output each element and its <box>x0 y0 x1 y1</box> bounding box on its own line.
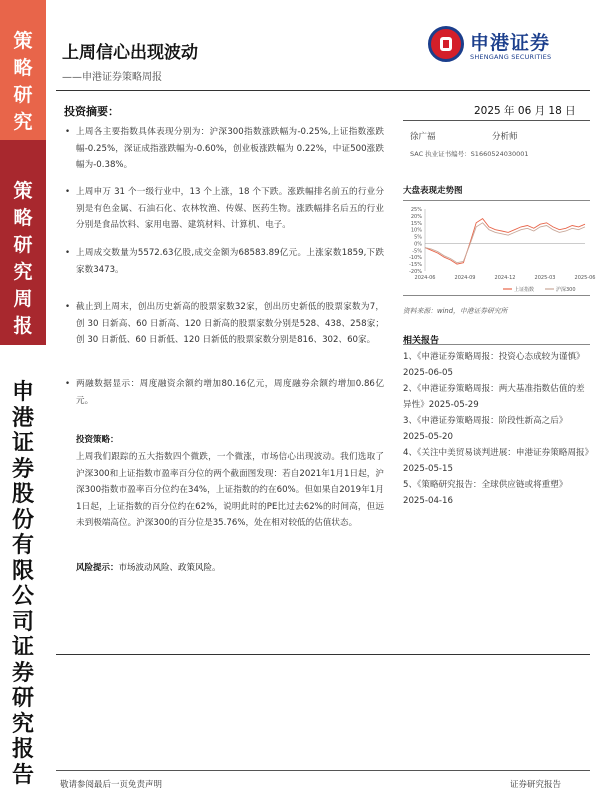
related-report-link[interactable]: 5、《策略研究报告：全球供应链或将重塑》2025-04-16 <box>403 480 568 506</box>
related-report-link[interactable]: 4、《关注中美贸易谈判进展：申港证券策略周报》2025-05-15 <box>403 448 589 474</box>
footer-report-type: 证券研究报告 <box>510 780 562 790</box>
logo-name: 申港证券 <box>470 32 551 54</box>
related-reports-title: 相关报告 <box>403 336 440 346</box>
sidebar-char: 报 <box>11 736 34 762</box>
chart-source: 资料来源：wind，申港证券研究所 <box>403 307 508 315</box>
sidebar-char: 究 <box>13 261 33 283</box>
footer-divider <box>56 770 590 771</box>
sidebar-char: 报 <box>13 315 33 337</box>
sidebar-char: 港 <box>11 404 34 431</box>
header-divider <box>56 90 590 91</box>
x-tick-label: 2024-09 <box>454 275 476 281</box>
logo-english-name: SHENGANG SECURITIES <box>470 53 552 61</box>
y-tick-label: 5% <box>414 234 422 241</box>
footer-disclaimer[interactable]: 敬请参阅最后一页免责声明 <box>60 780 163 790</box>
risk-text: 市场波动风险、政策风险。 <box>118 563 221 573</box>
sac-number: SAC 执业证书编号：S1660524030001 <box>410 150 529 158</box>
analyst-name: 徐广福 <box>410 132 436 142</box>
chart-title: 大盘表现走势图 <box>403 186 463 196</box>
sidebar-char: 份 <box>11 506 34 533</box>
strategy-label: 投资策略： <box>76 435 119 445</box>
summary-bullet: • 截止到上周末，创出历史新高的股票家数32家，创出历史新低的股票家数为7，创 30 日新高、60 日新高、120 日新高的股票家数分别是528、438、258家；创 30 日新低、60 日新低、120 日新低的股票家数分别是816、302、60家。 <box>76 299 384 349</box>
market-chart <box>403 200 596 296</box>
sidebar-char: 司 <box>11 608 34 635</box>
sidebar-char: 研 <box>13 84 33 106</box>
summary-bullet: • 上周成交数量为5572.63亿股,成交金额为68583.89亿元。上涨家数1859,下跌家数3473。 <box>76 245 384 278</box>
date-divider <box>403 120 590 121</box>
sidebar-char: 券 <box>11 455 34 482</box>
sidebar-char: 券 <box>11 659 34 686</box>
sidebar-char: 略 <box>13 57 33 79</box>
sidebar-top-text <box>0 28 46 136</box>
sidebar-char: 股 <box>11 481 34 507</box>
y-tick-label: 10% <box>410 227 422 234</box>
y-tick-label: 0% <box>414 241 422 248</box>
related-report-link[interactable]: 3、《申港证券策略周报：阶段性新高之后》2025-05-20 <box>403 416 568 442</box>
sidebar-char: 告 <box>11 761 34 788</box>
summary-bullet: • 两融数据显示：周度融资余额约增加80.16亿元，周度融券余额约增加0.86亿元。 <box>76 376 384 409</box>
sidebar-char: 公 <box>11 583 34 609</box>
x-tick-label: 2025-03 <box>534 275 556 281</box>
related-divider <box>403 344 590 345</box>
company-logo <box>428 26 588 66</box>
sidebar-char: 周 <box>13 288 33 310</box>
sidebar-char: 研 <box>13 234 33 256</box>
risk-label: 风险提示： <box>76 563 119 573</box>
sidebar-bottom-text <box>0 380 46 788</box>
legend-label: 上证指数 <box>514 287 535 293</box>
sidebar-char: 研 <box>11 685 34 711</box>
summary-bullet: • 上周申万 31 个一级行业中，13 个上涨，18 个下跌。涨跌幅排名前五的行业分别是有色金属、石油石化、农林牧渔、传媒、医药生物。涨跌幅排名后五的行业分别是食品饮料、家用电器、建筑材料、计算机、电子。 <box>76 184 384 234</box>
sidebar-char: 证 <box>11 430 34 456</box>
sidebar-char: 限 <box>11 557 34 584</box>
report-title: 上周信心出现波动 <box>62 43 198 63</box>
strategy-text: 上周我们跟踪的五大指数四个微跌，一个微涨，市场信心出现波动。我们选取了沪深300和上证指数市盈率百分位的两个截面图发现：若自2021年1月1日起，沪深300指数市盈率百分位约在34%，上证指数的约在60%。但如果自2019年1月1日起，上证指数的百分位约在62%，说明此时的PE比过去62%的时间高，但远未到极端高位。沪深300的百分位是35.76%，处在相对较低的估值状态。 <box>76 452 384 528</box>
sidebar-char: 究 <box>11 710 34 737</box>
y-tick-label: -10% <box>409 255 422 262</box>
y-tick-label: -5% <box>412 248 422 255</box>
sidebar-char: 略 <box>13 207 33 229</box>
sidebar <box>0 0 46 800</box>
y-tick-label: -20% <box>409 269 422 275</box>
sidebar-char: 究 <box>13 111 33 133</box>
series-line-0 <box>425 219 585 265</box>
related-report-link[interactable]: 2、《申港证券策略周报：两大基准指数估值的差异性》2025-05-29 <box>403 384 585 410</box>
market-chart-svg <box>403 201 596 297</box>
risk-note <box>76 561 221 573</box>
y-tick-label: 25% <box>410 207 422 213</box>
report-subtitle: ——申港证券策略周报 <box>62 72 162 83</box>
sidebar-char: 有 <box>11 532 34 558</box>
y-tick-label: -15% <box>409 262 422 269</box>
legend-label: 沪深300 <box>556 287 576 293</box>
y-tick-label: 15% <box>410 220 422 227</box>
sidebar-char: 策 <box>13 30 33 52</box>
sidebar-mid-text <box>0 178 46 340</box>
sidebar-char: 申 <box>11 379 34 405</box>
y-tick-label: 20% <box>410 213 422 220</box>
body-bottom-divider <box>56 654 590 655</box>
summary-bullet: • 上周各主要指数具体表现分别为：沪深300指数涨跌幅为-0.25%,上证指数涨跌幅-0.25%，深证成指涨跌幅为-0.60%，创业板涨跌幅为 0.22%，中证500涨跌幅为-0.38%。 <box>76 124 384 174</box>
x-tick-label: 2024-06 <box>414 275 436 281</box>
summary-label: 投资摘要： <box>64 105 119 118</box>
sidebar-char: 证 <box>11 634 34 660</box>
sidebar-char: 策 <box>13 180 33 202</box>
analyst-role: 分析师 <box>492 132 518 142</box>
series-line-1 <box>425 223 585 263</box>
x-tick-label: 2024-12 <box>494 275 516 281</box>
report-date: 2025 年 06 月 18 日 <box>474 105 576 117</box>
x-tick-label: 2025-06 <box>574 275 596 281</box>
logo-emblem-icon <box>428 26 464 62</box>
related-report-link[interactable]: 1、《申港证券策略周报：投资心态成较为谨慎》2025-06-05 <box>403 352 585 378</box>
